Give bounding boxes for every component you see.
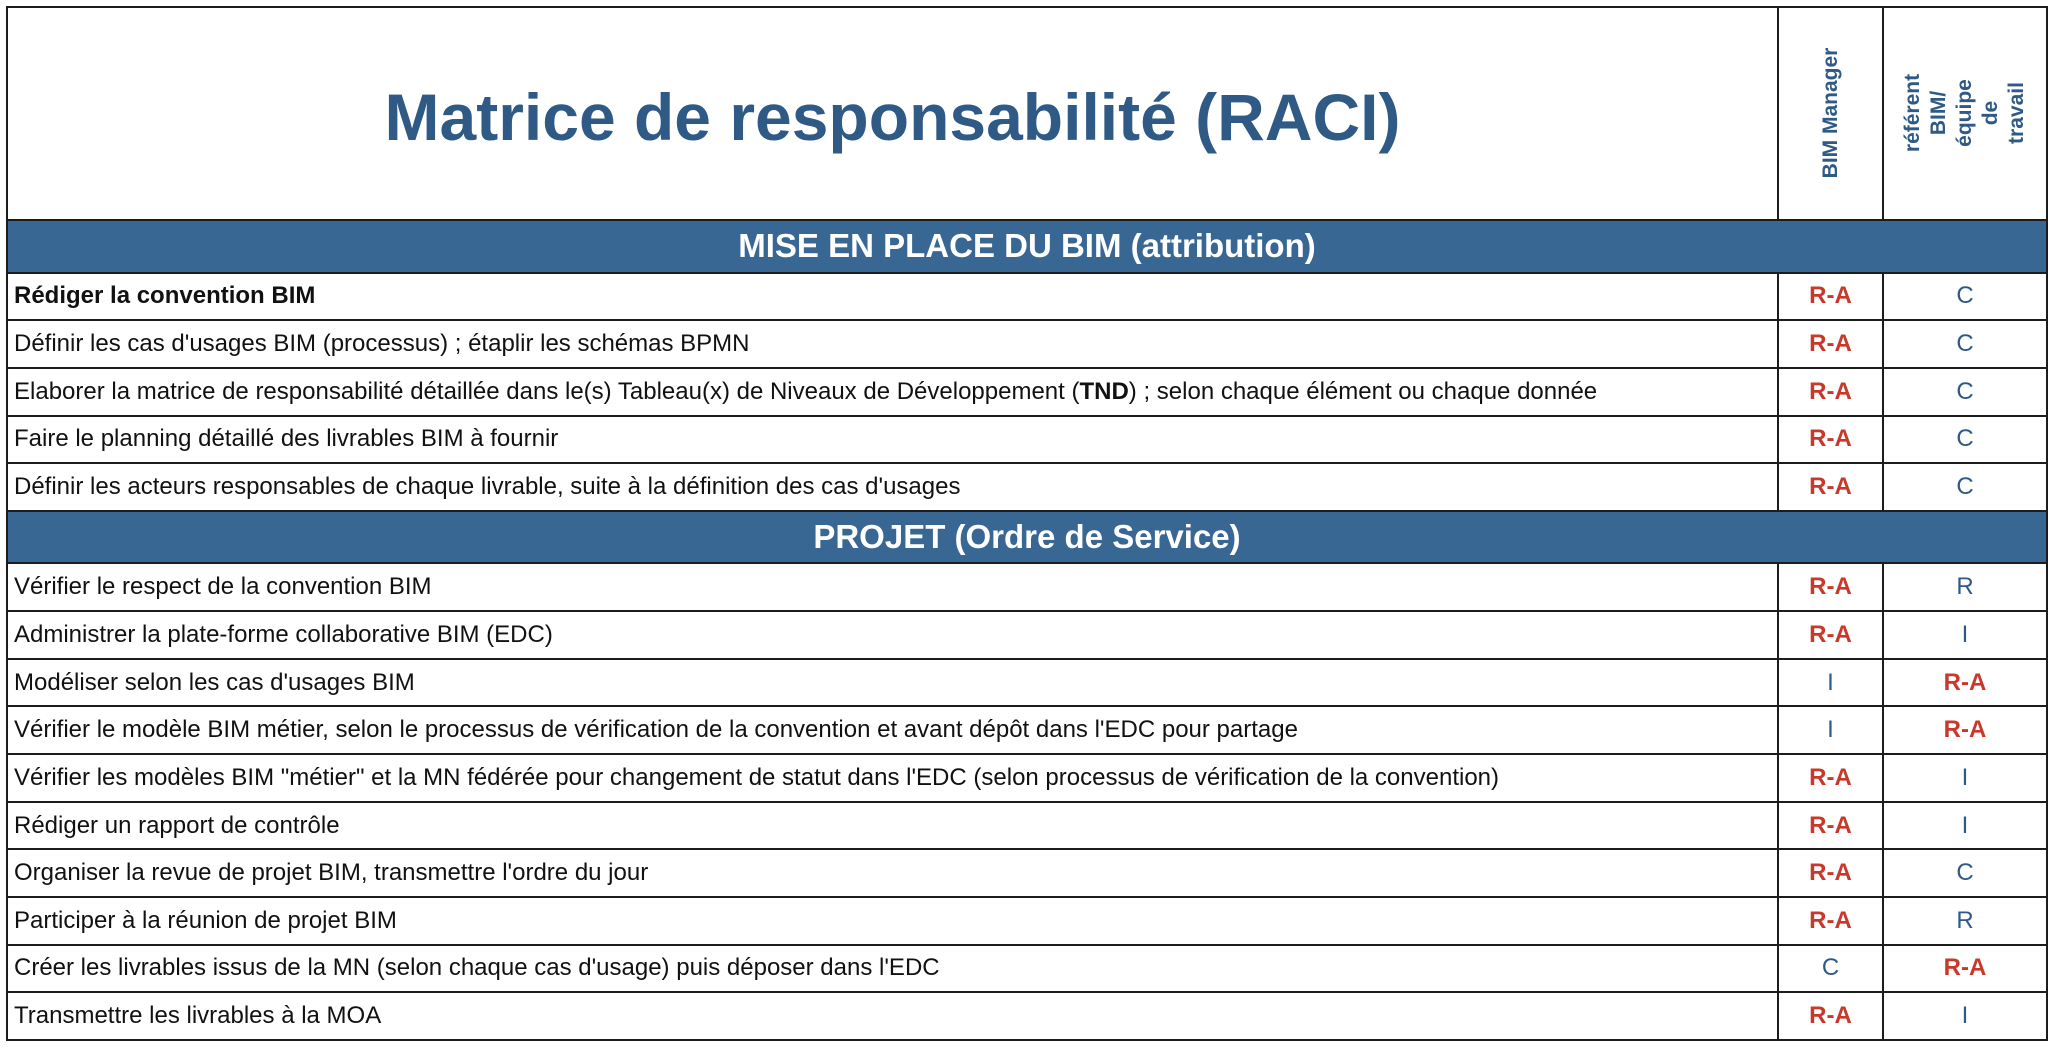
bim-manager-value: I <box>1778 706 1883 754</box>
referent-value: R-A <box>1883 945 2047 993</box>
task-cell: Transmettre les livrables à la MOA <box>7 992 1778 1040</box>
referent-value: C <box>1883 273 2047 321</box>
section-title: PROJET (Ordre de Service) <box>7 511 2047 564</box>
title-cell <box>7 7 1778 220</box>
bim-manager-value: R-A <box>1778 611 1883 659</box>
bim-manager-value: R-A <box>1778 563 1883 611</box>
referent-value: R <box>1883 897 2047 945</box>
role-label-bim-manager: BIM Manager <box>1818 48 1842 179</box>
referent-value: I <box>1883 802 2047 850</box>
bim-manager-value: R-A <box>1778 802 1883 850</box>
task-cell: Participer à la réunion de projet BIM <box>7 897 1778 945</box>
section-header-row <box>7 511 2047 564</box>
task-cell <box>7 368 1778 416</box>
bim-manager-value: R-A <box>1778 368 1883 416</box>
table-row <box>7 563 2047 611</box>
table-row <box>7 320 2047 368</box>
bim-manager-value: R-A <box>1778 273 1883 321</box>
bim-manager-value: R-A <box>1778 849 1883 897</box>
section-header-row <box>7 220 2047 273</box>
referent-value: C <box>1883 463 2047 511</box>
referent-value: C <box>1883 320 2047 368</box>
task-cell: Administrer la plate-forme collaborative BIM (EDC) <box>7 611 1778 659</box>
header-row <box>7 7 2047 220</box>
task-cell: Vérifier les modèles BIM "métier" et la MN fédérée pour changement de statut dans l'EDC (selon processus de vérification de la convention) <box>7 754 1778 802</box>
bim-manager-value: R-A <box>1778 754 1883 802</box>
bim-manager-value: C <box>1778 945 1883 993</box>
role-header-referent <box>1883 7 2047 220</box>
role-header-bim-manager <box>1778 7 1883 220</box>
task-text-before: Elaborer la matrice de responsabilité détaillée dans le(s) Tableau(x) de Niveaux de Développement ( <box>14 377 1080 405</box>
table-row <box>7 463 2047 511</box>
table-row <box>7 754 2047 802</box>
task-text-after: ) ; selon chaque élément ou chaque donnée <box>1128 377 1598 405</box>
table-row <box>7 706 2047 754</box>
referent-value: C <box>1883 849 2047 897</box>
task-cell: Créer les livrables issus de la MN (selon chaque cas d'usage) puis déposer dans l'EDC <box>7 945 1778 993</box>
referent-value: R-A <box>1883 659 2047 707</box>
bim-manager-value: R-A <box>1778 897 1883 945</box>
table-row <box>7 802 2047 850</box>
referent-value: I <box>1883 754 2047 802</box>
table-row <box>7 611 2047 659</box>
raci-matrix-table <box>6 6 2048 1041</box>
task-text-acronym: TND <box>1079 377 1129 405</box>
task-cell: Vérifier le respect de la convention BIM <box>7 563 1778 611</box>
table-row <box>7 849 2047 897</box>
table-row <box>7 368 2047 416</box>
table-row <box>7 992 2047 1040</box>
task-cell: Faire le planning détaillé des livrables BIM à fournir <box>7 416 1778 464</box>
table-row <box>7 945 2047 993</box>
referent-value: R-A <box>1883 706 2047 754</box>
bim-manager-value: R-A <box>1778 992 1883 1040</box>
referent-value: I <box>1883 611 2047 659</box>
task-cell: Rédiger un rapport de contrôle <box>7 802 1778 850</box>
referent-value: C <box>1883 368 2047 416</box>
table-row <box>7 273 2047 321</box>
bim-manager-value: I <box>1778 659 1883 707</box>
task-cell: Organiser la revue de projet BIM, transmettre l'ordre du jour <box>7 849 1778 897</box>
referent-value: C <box>1883 416 2047 464</box>
bim-manager-value: R-A <box>1778 463 1883 511</box>
task-cell: Modéliser selon les cas d'usages BIM <box>7 659 1778 707</box>
referent-value: I <box>1883 992 2047 1040</box>
bim-manager-value: R-A <box>1778 320 1883 368</box>
section-title: MISE EN PLACE DU BIM (attribution) <box>7 220 2047 273</box>
referent-value: R <box>1883 563 2047 611</box>
table-row <box>7 416 2047 464</box>
role-label-referent: référent BIM/ équipe de travail <box>1901 74 2028 153</box>
table-row <box>7 659 2047 707</box>
task-cell: Définir les acteurs responsables de chaque livrable, suite à la définition des cas d'usages <box>7 463 1778 511</box>
table-row <box>7 897 2047 945</box>
task-cell: Rédiger la convention BIM <box>7 273 1778 321</box>
task-cell: Vérifier le modèle BIM métier, selon le processus de vérification de la convention et avant dépôt dans l'EDC pour partage <box>7 706 1778 754</box>
task-cell: Définir les cas d'usages BIM (processus) ; étaplir les schémas BPMN <box>7 320 1778 368</box>
bim-manager-value: R-A <box>1778 416 1883 464</box>
page-title: Matrice de responsabilité (RACI) <box>384 80 1401 155</box>
